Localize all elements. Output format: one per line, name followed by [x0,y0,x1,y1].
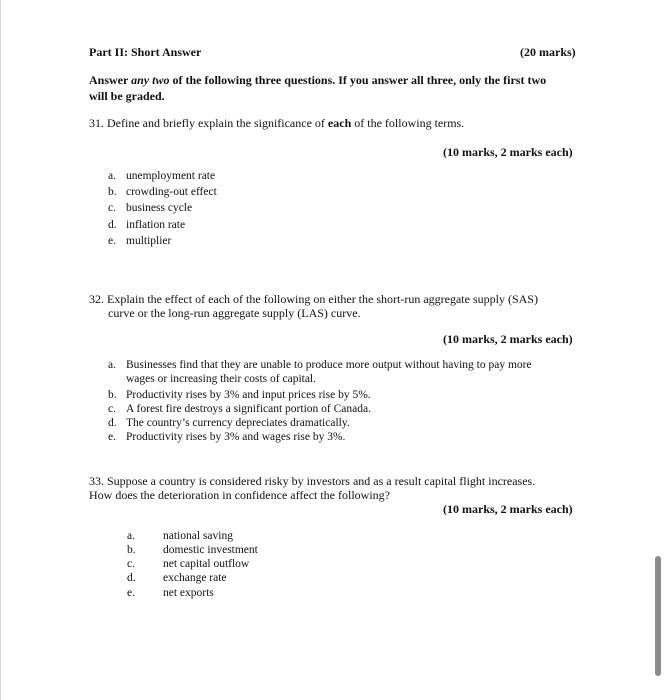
q32-prompt-line-2: curve or the long-run aggregate supply (LAS) curve. [108,306,361,320]
q31-item-text: crowding-out effect [126,186,217,198]
q33-item-text: net exports [163,587,214,599]
q31-item-label: b. [108,186,117,198]
q32-item-text: The country’s currency depreciates dramatically. [126,417,350,429]
q32-item [108,417,350,429]
q31-item [108,235,171,247]
q32-item [108,359,532,371]
q31-item [108,202,192,214]
q33-item-text: national saving [163,530,233,542]
q31-item [108,219,185,231]
q33-item-label: c. [127,558,135,570]
q32-item-label: d. [108,417,117,429]
q31-emph: each [327,116,352,130]
q31-item [108,170,215,182]
scrollbar-thumb[interactable] [655,556,661,676]
q31-item-label: c. [108,202,116,214]
q31-item-label: a. [108,170,116,182]
q33-item-label: e. [127,587,135,599]
instruction-line-1 [89,73,546,88]
q32-item-text: Productivity rises by 3% and wages rise by 3%. [126,431,346,443]
q32-item-label: b. [108,389,117,401]
q33-item-text: net capital outflow [163,558,250,570]
instruction-prefix: Answer [89,73,132,87]
q31-item [108,186,217,198]
q32-item-text: A forest fire destroys a significant portion of Canada. [126,403,371,415]
q33-item-label: d. [127,572,136,584]
q33-prompt-line-2: How does the deterioration in confidence affect the following? [89,488,391,502]
instruction-emph: any two [131,73,170,87]
q32-item [108,403,371,415]
q31-item-text: multiplier [126,235,172,247]
instruction-suffix: of the following three questions. If you answer all three, only the first two [169,73,547,87]
part-title: Part II: Short Answer [89,45,202,59]
q31-prompt [89,116,464,131]
q32-item-label: c. [108,403,116,415]
q31-item-text: business cycle [126,202,193,214]
q32-item [108,431,345,443]
q33-marks: (10 marks, 2 marks each) [443,502,573,516]
q32-item [108,389,371,401]
q33-item-label: a. [127,530,135,542]
part-marks: (20 marks) [520,45,576,59]
q31-item-text: inflation rate [126,219,186,231]
q33-prompt-line-1: 33. Suppose a country is considered risky by investors and as a result capital flight increases. [89,474,536,488]
q33-item-text: domestic investment [163,544,258,556]
q32-item-label: e. [108,431,116,443]
q32-item-text: Productivity rises by 3% and input prices rise by 5%. [126,389,371,401]
q32-item-text: Businesses find that they are unable to produce more output without having to pay more [126,359,532,371]
q32-item-label: a. [108,359,116,371]
page-edge [0,0,1,700]
q31-suffix: of the following terms. [351,116,465,130]
q31-prefix: 31. Define and briefly explain the significance of [89,116,328,130]
q32-prompt-line-1: 32. Explain the effect of each of the following on either the short-run aggregate supply (SAS) [89,292,538,306]
q32-marks: (10 marks, 2 marks each) [443,332,573,346]
instruction-line-2: will be graded. [89,89,165,103]
q32-item-continuation: wages or increasing their costs of capital. [126,373,317,385]
q31-item-text: unemployment rate [126,170,216,182]
q31-marks: (10 marks, 2 marks each) [443,145,573,159]
q33-item-label: b. [127,544,136,556]
q31-item-label: d. [108,219,117,231]
q33-item-text: exchange rate [163,572,227,584]
q31-item-label: e. [108,235,116,247]
